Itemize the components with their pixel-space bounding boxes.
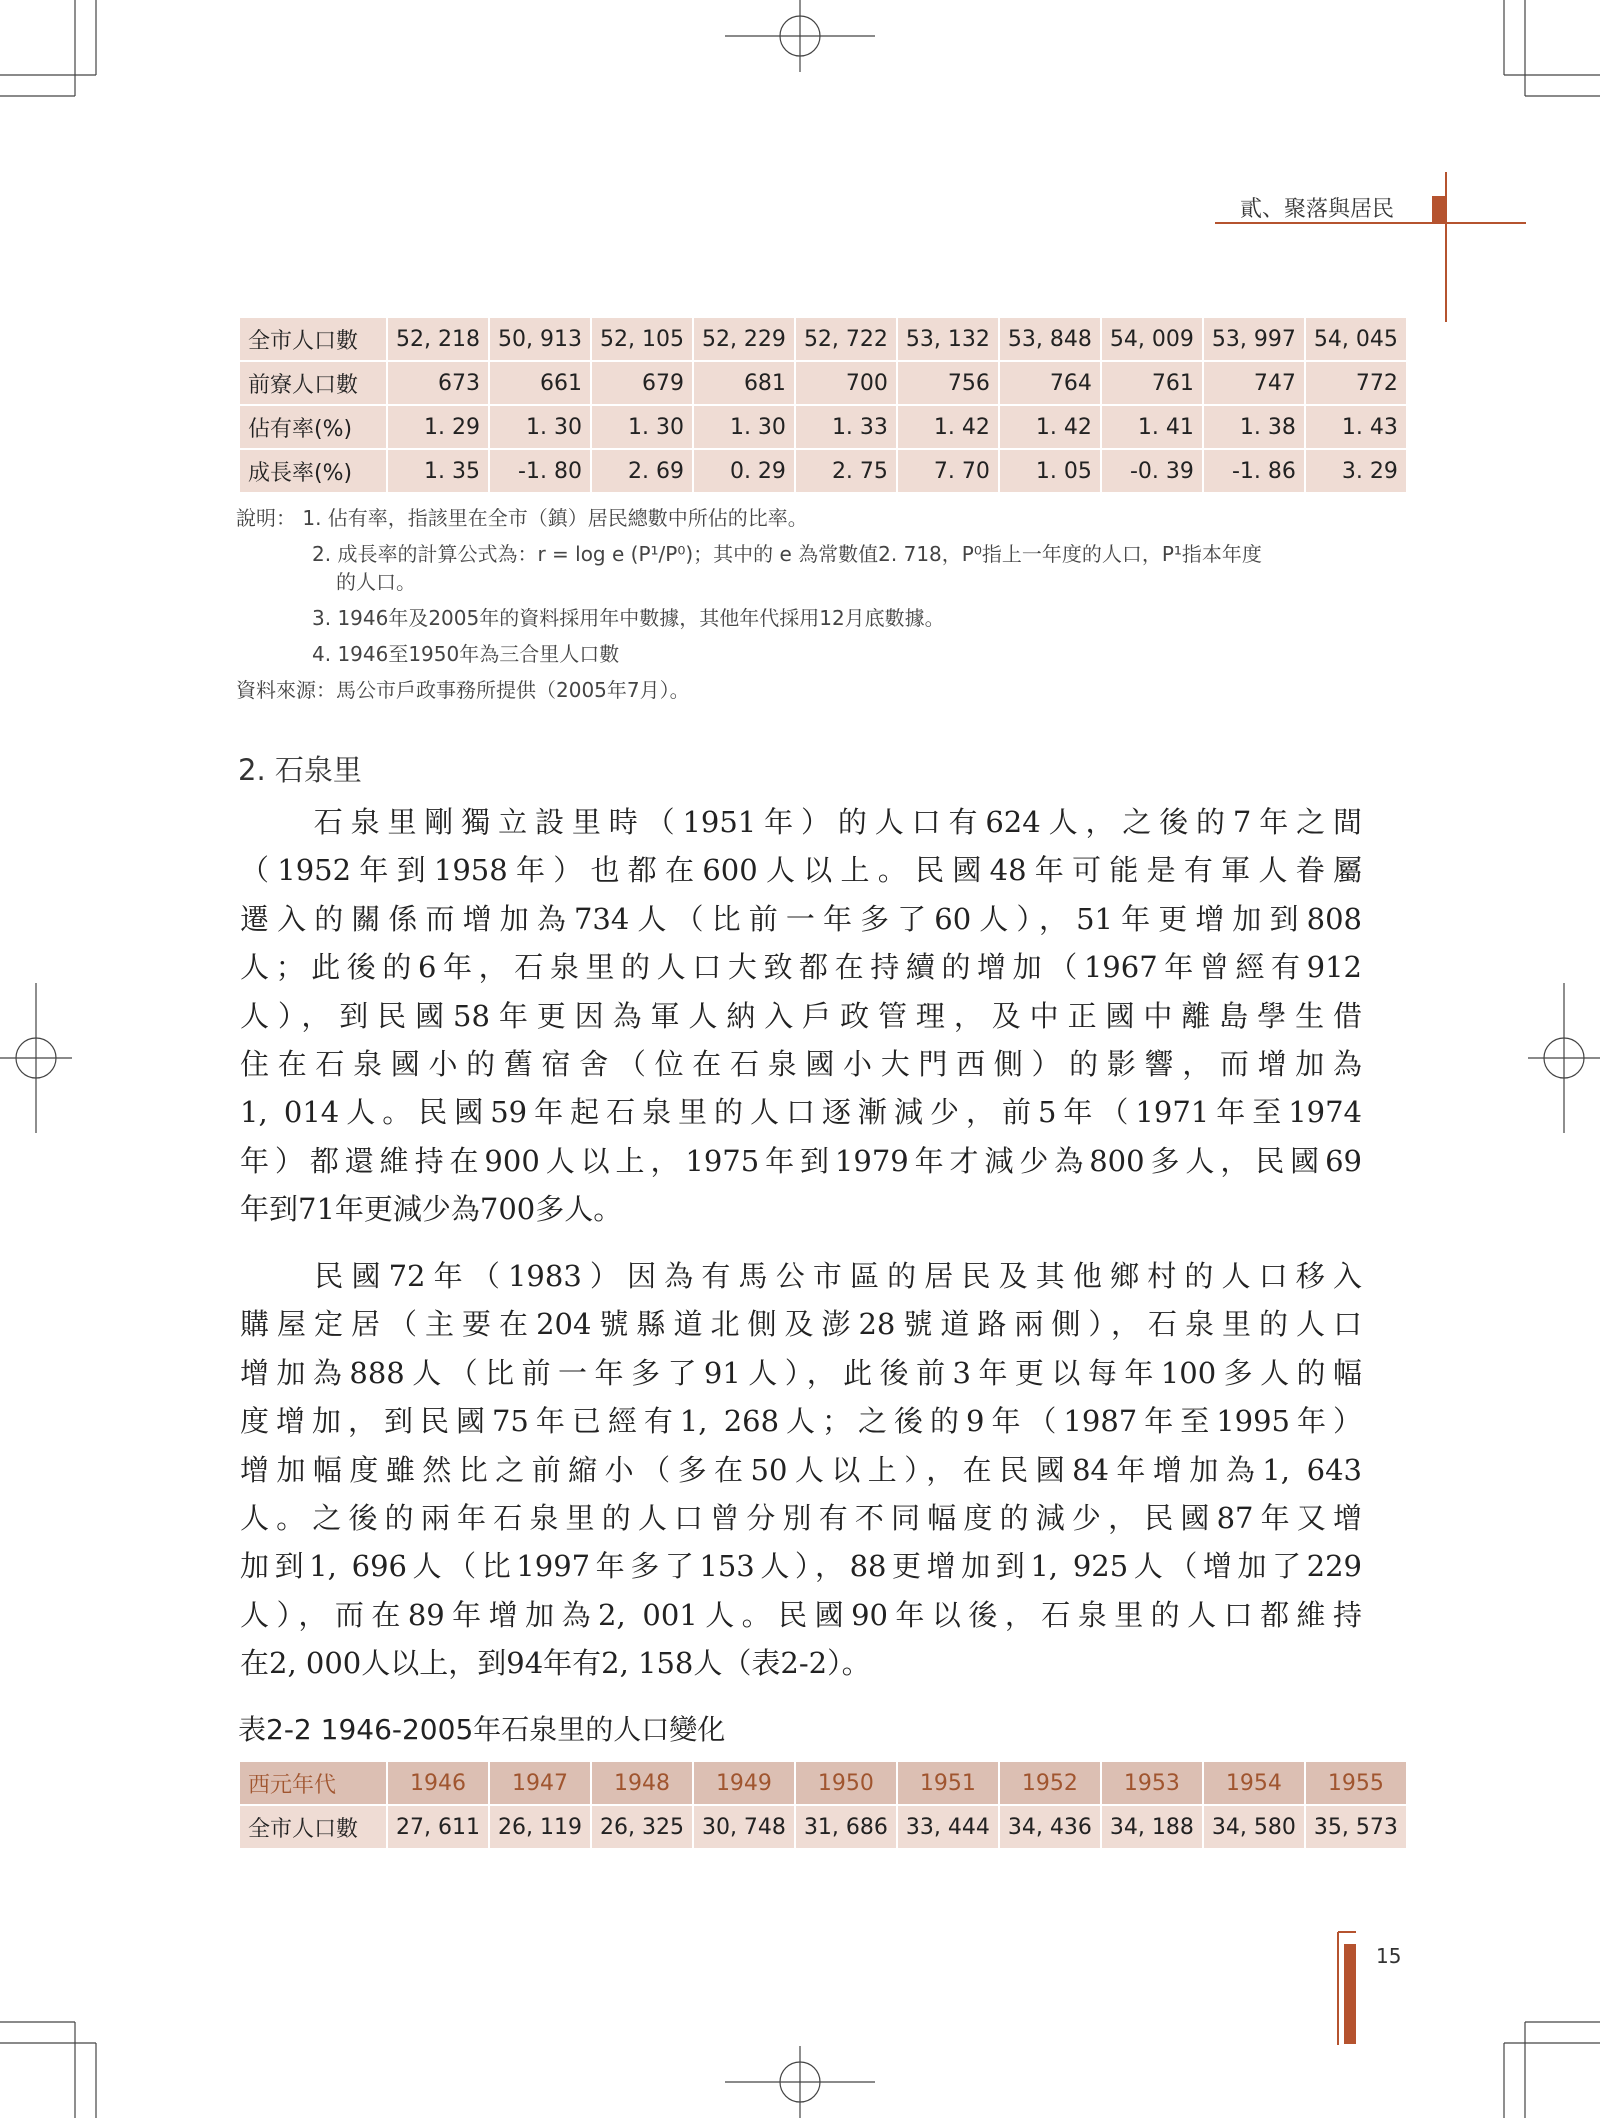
table-cell: 756	[898, 362, 998, 404]
paragraph-2	[240, 1252, 1362, 1688]
table-cell: 1. 42	[898, 406, 998, 448]
table-cell: 1955	[1306, 1762, 1406, 1804]
note-2: 2. 成長率的計算公式為：r = log e (P¹/P⁰)；其中的 e 為常數值2. 718，P⁰指上一年度的人口，P¹指本年度	[312, 542, 1262, 566]
table-cell: 2. 75	[796, 450, 896, 492]
table-cell: 1948	[592, 1762, 692, 1804]
table-cell: 1. 29	[388, 406, 488, 448]
table-cell: 1. 30	[694, 406, 794, 448]
text-line: 遷入的關係而增加為734人（比前一年多了60人），51年更增加到808	[240, 901, 1362, 936]
population-table-2-2	[238, 1760, 1408, 1850]
table-notes	[236, 500, 1262, 708]
table-cell: 1947	[490, 1762, 590, 1804]
text-line: 人），而在89年增加為2, 001人。民國90年以後，石泉里的人口都維持	[240, 1597, 1362, 1632]
text-line: 石泉里剛獨立設里時（1951年）的人口有624人，之後的7年之間	[240, 805, 1362, 839]
page-number: 15	[1376, 1944, 1402, 1968]
table-cell: 747	[1204, 362, 1304, 404]
table-row	[240, 362, 1406, 404]
table-cell: 673	[388, 362, 488, 404]
table-cell: 1. 05	[1000, 450, 1100, 492]
row-label: 全市人口數	[240, 1806, 386, 1848]
text-line: 年到71年更減少為700多人。	[240, 1192, 623, 1227]
table-cell: 1. 38	[1204, 406, 1304, 448]
table-cell: 1949	[694, 1762, 794, 1804]
table-cell: 53, 848	[1000, 318, 1100, 360]
data-source: 資料來源：馬公市戶政事務所提供（2005年7月）。	[236, 678, 690, 702]
paragraph-1	[240, 798, 1362, 1234]
table-cell: 27, 611	[388, 1806, 488, 1848]
table-row	[240, 450, 1406, 492]
table-cell: 1953	[1102, 1762, 1202, 1804]
table-cell: 772	[1306, 362, 1406, 404]
text-line: 民國72年（1983）因為有馬公市區的居民及其他鄉村的人口移入	[240, 1259, 1362, 1293]
table-cell: -1. 86	[1204, 450, 1304, 492]
note-4: 4. 1946至1950年為三合里人口數	[312, 642, 620, 666]
row-label: 西元年代	[240, 1762, 386, 1804]
table-cell: 1950	[796, 1762, 896, 1804]
table-cell: 1951	[898, 1762, 998, 1804]
table-cell: 52, 218	[388, 318, 488, 360]
table-cell: 50, 913	[490, 318, 590, 360]
text-line: 度增加，到民國75年已經有1, 268人；之後的9年（1987年至1995年）	[240, 1404, 1362, 1439]
table-cell: 1954	[1204, 1762, 1304, 1804]
table-cell: 26, 325	[592, 1806, 692, 1848]
text-line: 加到1, 696人（比1997年多了153人），88更增加到1, 925人（增加了229	[240, 1549, 1362, 1584]
table-cell: 52, 229	[694, 318, 794, 360]
text-line: 住在石泉國小的舊宿舍（位在石泉國小大門西側）的影響，而增加為	[240, 1047, 1362, 1082]
table-header-row	[240, 1762, 1406, 1804]
text-line: 在2, 000人以上，到94年有2, 158人（表2-2）。	[240, 1646, 871, 1681]
table-cell: 53, 132	[898, 318, 998, 360]
table-cell: 1. 30	[490, 406, 590, 448]
table-cell: 34, 436	[1000, 1806, 1100, 1848]
table-cell: 52, 105	[592, 318, 692, 360]
table-cell: 1. 42	[1000, 406, 1100, 448]
running-header: 貳、聚落與居民	[1240, 197, 1395, 222]
table-cell: 0. 29	[694, 450, 794, 492]
text-line: 年）都還維持在900人以上，1975年到1979年才減少為800多人，民國69	[240, 1143, 1362, 1178]
table-cell: 2. 69	[592, 450, 692, 492]
table-row	[240, 318, 1406, 360]
table-cell: 34, 580	[1204, 1806, 1304, 1848]
row-label: 成長率(%)	[240, 450, 386, 492]
text-line: 增加為888人（比前一年多了91人），此後前3年更以每年100多人的幅	[240, 1355, 1362, 1390]
table-cell: 7. 70	[898, 450, 998, 492]
text-line: 1, 014人。民國59年起石泉里的人口逐漸減少，前5年（1971年至1974	[240, 1095, 1362, 1130]
note-1: 1. 佔有率，指該里在全市（鎮）居民總數中所佔的比率。	[302, 506, 808, 530]
text-line: （1952年到1958年）也都在600人以上。民國48年可能是有軍人眷屬	[240, 853, 1362, 888]
table-row	[240, 1806, 1406, 1848]
section-title: 2. 石泉里	[238, 753, 362, 787]
table-cell: 26, 119	[490, 1806, 590, 1848]
table-cell: 54, 045	[1306, 318, 1406, 360]
text-line: 人。之後的兩年石泉里的人口曾分別有不同幅度的減少，民國87年又增	[240, 1501, 1362, 1536]
table-cell: 52, 722	[796, 318, 896, 360]
text-line: 購屋定居（主要在204號縣道北側及澎28號道路兩側），石泉里的人口	[240, 1307, 1362, 1342]
table-cell: 1. 30	[592, 406, 692, 448]
text-line: 人），到民國58年更因為軍人納入戶政管理，及中正國中離島學生借	[240, 998, 1362, 1033]
table-cell: 1. 33	[796, 406, 896, 448]
table-cell: 764	[1000, 362, 1100, 404]
row-label: 前寮人口數	[240, 362, 386, 404]
table-cell: 1952	[1000, 1762, 1100, 1804]
text-line: 人；此後的6年，石泉里的人口大致都在持續的增加（1967年曾經有912	[240, 950, 1362, 985]
table-cell: 1946	[388, 1762, 488, 1804]
table-cell: 1. 35	[388, 450, 488, 492]
table-caption: 表2-2 1946-2005年石泉里的人口變化	[238, 1713, 726, 1746]
table-cell: 761	[1102, 362, 1202, 404]
note-3: 3. 1946年及2005年的資料採用年中數據，其他年代採用12月底數據。	[312, 606, 945, 630]
table-cell: 679	[592, 362, 692, 404]
table-row	[240, 406, 1406, 448]
table-cell: 34, 188	[1102, 1806, 1202, 1848]
table-cell: 1. 41	[1102, 406, 1202, 448]
note-2-cont: 的人口。	[336, 570, 416, 594]
table-cell: -0. 39	[1102, 450, 1202, 492]
row-label: 全市人口數	[240, 318, 386, 360]
table-cell: 35, 573	[1306, 1806, 1406, 1848]
row-label: 佔有率(%)	[240, 406, 386, 448]
table-cell: -1. 80	[490, 450, 590, 492]
table-cell: 31, 686	[796, 1806, 896, 1848]
table-cell: 1. 43	[1306, 406, 1406, 448]
population-table-continued	[238, 316, 1408, 494]
table-cell: 53, 997	[1204, 318, 1304, 360]
table-cell: 30, 748	[694, 1806, 794, 1848]
table-cell: 681	[694, 362, 794, 404]
table-cell: 54, 009	[1102, 318, 1202, 360]
table-cell: 3. 29	[1306, 450, 1406, 492]
table-cell: 700	[796, 362, 896, 404]
text-line: 增加幅度雖然比之前縮小（多在50人以上），在民國84年增加為1, 643	[240, 1452, 1362, 1487]
notes-label: 說明：	[236, 506, 296, 530]
table-cell: 33, 444	[898, 1806, 998, 1848]
page-number-ornament	[1338, 1932, 1356, 2045]
table-cell: 661	[490, 362, 590, 404]
